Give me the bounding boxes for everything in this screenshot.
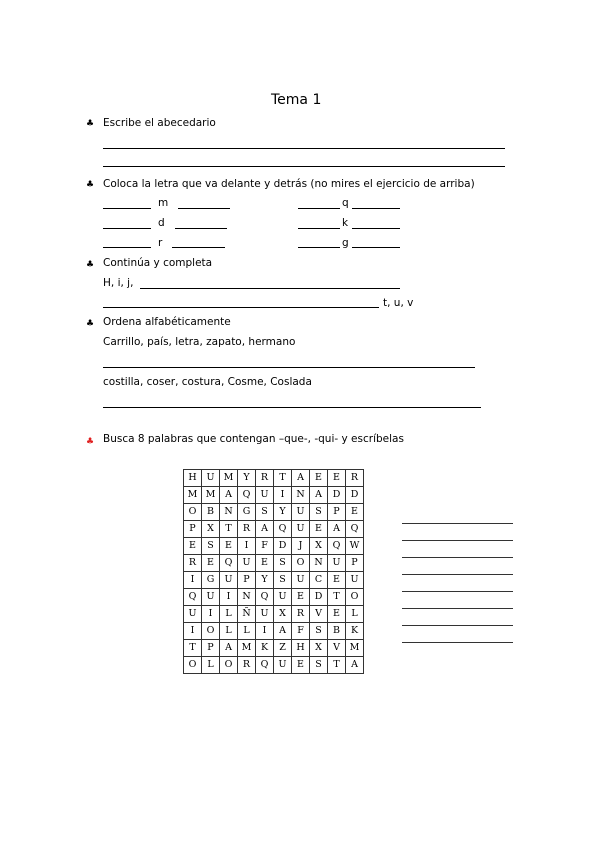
grid-cell[interactable]: U — [202, 589, 220, 606]
grid-cell[interactable]: J — [292, 538, 310, 555]
grid-cell[interactable]: L — [220, 623, 238, 640]
grid-extension-line — [402, 608, 513, 609]
grid-cell[interactable]: U — [346, 572, 364, 589]
blank-after[interactable] — [175, 228, 227, 229]
grid-cell[interactable]: I — [202, 606, 220, 623]
blank-after[interactable] — [178, 208, 230, 209]
instruction-abecedario: Escribe el abecedario — [103, 117, 216, 129]
grid-cell[interactable]: Q — [346, 521, 364, 538]
answer-line[interactable] — [103, 307, 379, 308]
grid-cell[interactable]: H — [292, 640, 310, 657]
grid-cell[interactable]: O — [202, 623, 220, 640]
grid-cell[interactable]: U — [328, 555, 346, 572]
grid-cell[interactable]: P — [346, 555, 364, 572]
grid-cell[interactable]: R — [346, 470, 364, 487]
grid-cell[interactable]: A — [292, 470, 310, 487]
grid-cell[interactable]: T — [274, 470, 292, 487]
grid-row — [184, 589, 364, 606]
grid-cell[interactable]: F — [292, 623, 310, 640]
club-bullet-icon: ♣ — [86, 437, 95, 447]
grid-cell[interactable]: M — [238, 640, 256, 657]
grid-cell[interactable]: A — [256, 521, 274, 538]
letter-d: d — [158, 217, 165, 229]
grid-cell[interactable]: M — [184, 487, 202, 504]
grid-cell[interactable]: H — [184, 470, 202, 487]
grid-cell[interactable]: U — [274, 589, 292, 606]
grid-cell[interactable]: S — [274, 572, 292, 589]
grid-cell[interactable]: V — [328, 640, 346, 657]
blank-after[interactable] — [352, 247, 400, 248]
word-list-2: costilla, coser, costura, Cosme, Coslada — [103, 376, 312, 388]
grid-cell[interactable]: M — [202, 487, 220, 504]
grid-row — [184, 470, 364, 487]
grid-cell[interactable]: I — [184, 572, 202, 589]
grid-cell[interactable]: L — [238, 623, 256, 640]
grid-cell[interactable]: S — [310, 657, 328, 674]
grid-row — [184, 606, 364, 623]
grid-cell[interactable]: A — [328, 521, 346, 538]
grid-cell[interactable]: U — [256, 487, 274, 504]
club-bullet-icon: ♣ — [86, 319, 95, 329]
grid-row — [184, 572, 364, 589]
grid-cell[interactable]: D — [346, 487, 364, 504]
grid-cell[interactable]: U — [184, 606, 202, 623]
letter-m: m — [158, 197, 169, 209]
grid-cell[interactable]: U — [292, 504, 310, 521]
grid-cell[interactable]: S — [274, 555, 292, 572]
grid-cell[interactable]: O — [346, 589, 364, 606]
word-list-1: Carrillo, país, letra, zapato, hermano — [103, 336, 296, 348]
grid-cell[interactable]: E — [328, 606, 346, 623]
grid-cell[interactable]: R — [256, 470, 274, 487]
grid-cell[interactable]: S — [310, 504, 328, 521]
grid-cell[interactable]: E — [310, 521, 328, 538]
grid-cell[interactable]: U — [202, 470, 220, 487]
club-bullet-icon: ♣ — [86, 180, 95, 190]
blank-after[interactable] — [352, 208, 400, 209]
grid-cell[interactable]: P — [202, 640, 220, 657]
grid-extension-line — [402, 591, 513, 592]
grid-cell[interactable]: E — [220, 538, 238, 555]
sequence-prefix: H, i, j, — [103, 277, 134, 289]
grid-cell[interactable]: B — [328, 623, 346, 640]
grid-cell[interactable]: L — [346, 606, 364, 623]
sequence-suffix: t, u, v — [383, 297, 414, 309]
blank-before[interactable] — [298, 228, 340, 229]
grid-cell[interactable]: E — [310, 470, 328, 487]
letter-g: g — [342, 237, 349, 249]
grid-cell[interactable]: R — [238, 657, 256, 674]
grid-cell[interactable]: T — [328, 589, 346, 606]
instruction-ordena: Ordena alfabéticamente — [103, 316, 231, 328]
blank-after[interactable] — [172, 247, 225, 248]
grid-cell[interactable]: Q — [220, 555, 238, 572]
grid-row — [184, 657, 364, 674]
club-bullet-icon: ♣ — [86, 260, 95, 270]
grid-cell[interactable]: E — [184, 538, 202, 555]
grid-extension-line — [402, 557, 513, 558]
grid-cell[interactable]: Y — [274, 504, 292, 521]
grid-extension-line — [402, 540, 513, 541]
letter-q: q — [342, 197, 349, 209]
instruction-continua: Continúa y completa — [103, 257, 213, 269]
grid-cell[interactable]: P — [238, 572, 256, 589]
grid-cell[interactable]: S — [256, 504, 274, 521]
grid-cell[interactable]: A — [346, 657, 364, 674]
grid-cell[interactable]: E — [292, 589, 310, 606]
grid-cell[interactable]: G — [238, 504, 256, 521]
grid-cell[interactable]: E — [292, 657, 310, 674]
grid-cell[interactable]: E — [202, 555, 220, 572]
grid-cell[interactable]: N — [292, 487, 310, 504]
grid-cell[interactable]: B — [202, 504, 220, 521]
grid-cell[interactable]: X — [310, 640, 328, 657]
grid-cell[interactable]: X — [274, 606, 292, 623]
grid-cell[interactable]: E — [256, 555, 274, 572]
grid-cell[interactable]: X — [202, 521, 220, 538]
grid-cell[interactable]: T — [328, 657, 346, 674]
blank-after[interactable] — [352, 228, 400, 229]
grid-cell[interactable]: Q — [256, 589, 274, 606]
grid-cell[interactable]: I — [220, 589, 238, 606]
grid-cell[interactable]: U — [292, 572, 310, 589]
grid-cell[interactable]: S — [310, 623, 328, 640]
grid-extension-line — [402, 574, 513, 575]
grid-cell[interactable]: Y — [238, 470, 256, 487]
grid-row — [184, 487, 364, 504]
grid-cell[interactable]: I — [274, 487, 292, 504]
grid-row — [184, 521, 364, 538]
grid-cell[interactable]: E — [346, 504, 364, 521]
grid-cell[interactable]: I — [184, 623, 202, 640]
grid-cell[interactable]: F — [256, 538, 274, 555]
answer-line[interactable] — [103, 367, 475, 368]
grid-cell[interactable]: G — [202, 572, 220, 589]
blank-before[interactable] — [103, 208, 151, 209]
grid-cell[interactable]: Z — [274, 640, 292, 657]
grid-cell[interactable]: N — [238, 589, 256, 606]
grid-cell[interactable]: V — [310, 606, 328, 623]
grid-cell[interactable]: E — [328, 572, 346, 589]
blank-before[interactable] — [298, 208, 340, 209]
grid-cell[interactable]: L — [202, 657, 220, 674]
grid-cell[interactable]: U — [220, 572, 238, 589]
instruction-coloca: Coloca la letra que va delante y detrás (no mires el ejercicio de arriba) — [103, 178, 475, 190]
grid-cell[interactable]: T — [184, 640, 202, 657]
grid-extension-line — [402, 642, 513, 643]
grid-extension-line — [402, 523, 513, 524]
grid-cell[interactable]: Y — [256, 572, 274, 589]
grid-cell[interactable]: O — [292, 555, 310, 572]
blank-before[interactable] — [103, 247, 151, 248]
grid-cell[interactable]: A — [220, 640, 238, 657]
grid-cell[interactable]: Q — [328, 538, 346, 555]
grid-cell[interactable]: U — [274, 657, 292, 674]
grid-cell[interactable]: S — [202, 538, 220, 555]
grid-cell[interactable]: K — [256, 640, 274, 657]
answer-line[interactable] — [140, 288, 400, 289]
grid-cell[interactable]: M — [346, 640, 364, 657]
grid-cell[interactable]: O — [184, 504, 202, 521]
page-title: Tema 1 — [271, 92, 322, 108]
grid-cell[interactable]: N — [310, 555, 328, 572]
grid-row — [184, 504, 364, 521]
grid-cell[interactable]: I — [256, 623, 274, 640]
grid-cell[interactable]: U — [292, 521, 310, 538]
grid-cell[interactable]: Ñ — [238, 606, 256, 623]
grid-cell[interactable]: Q — [184, 589, 202, 606]
grid-cell[interactable]: A — [310, 487, 328, 504]
grid-cell[interactable]: Q — [274, 521, 292, 538]
grid-cell[interactable]: D — [310, 589, 328, 606]
grid-cell[interactable]: P — [328, 504, 346, 521]
grid-cell[interactable]: Q — [256, 657, 274, 674]
grid-cell[interactable]: O — [184, 657, 202, 674]
grid-cell[interactable]: A — [220, 487, 238, 504]
grid-cell[interactable]: W — [346, 538, 364, 555]
grid-cell[interactable]: O — [220, 657, 238, 674]
blank-before[interactable] — [103, 228, 151, 229]
grid-cell[interactable]: R — [238, 521, 256, 538]
grid-cell[interactable]: L — [220, 606, 238, 623]
grid-cell[interactable]: C — [310, 572, 328, 589]
blank-before[interactable] — [298, 247, 340, 248]
grid-cell[interactable]: R — [184, 555, 202, 572]
grid-cell[interactable]: N — [220, 504, 238, 521]
grid-cell[interactable]: U — [256, 606, 274, 623]
answer-line[interactable] — [103, 148, 505, 149]
grid-cell[interactable]: R — [292, 606, 310, 623]
grid-cell[interactable]: I — [238, 538, 256, 555]
grid-row — [184, 623, 364, 640]
grid-row — [184, 538, 364, 555]
grid-cell[interactable]: U — [238, 555, 256, 572]
grid-cell[interactable]: T — [220, 521, 238, 538]
grid-extension-line — [402, 625, 513, 626]
grid-cell[interactable]: D — [328, 487, 346, 504]
club-bullet-icon: ♣ — [86, 119, 95, 129]
grid-cell[interactable]: K — [346, 623, 364, 640]
grid-cell[interactable]: E — [328, 470, 346, 487]
grid-cell[interactable]: X — [310, 538, 328, 555]
answer-line[interactable] — [103, 166, 505, 167]
grid-cell[interactable]: D — [274, 538, 292, 555]
letter-r: r — [158, 237, 163, 249]
letter-k: k — [342, 217, 349, 229]
grid-cell[interactable]: M — [220, 470, 238, 487]
grid-row — [184, 640, 364, 657]
grid-cell[interactable]: A — [274, 623, 292, 640]
grid-cell[interactable]: P — [184, 521, 202, 538]
word-search-grid — [183, 469, 364, 674]
grid-row — [184, 555, 364, 572]
answer-line[interactable] — [103, 407, 481, 408]
grid-cell[interactable]: Q — [238, 487, 256, 504]
instruction-busca: Busca 8 palabras que contengan –que-, -qui- y escríbelas — [103, 433, 404, 445]
